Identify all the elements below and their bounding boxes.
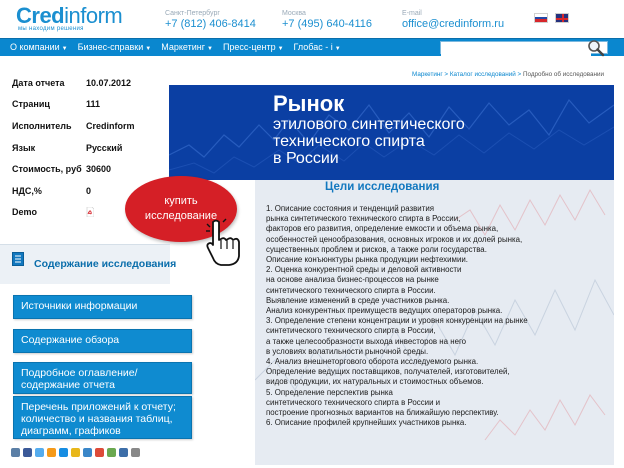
goal-line: Анализ конкурентных преимуществ ведущих операторов рынка. [266,306,503,316]
odnoklassniki-icon[interactable] [47,448,56,457]
goal-line: построение прогнозных вариантов на ближайшую перспективу. [266,408,499,418]
document-icon [12,252,24,266]
chevron-down-icon: ▼ [61,46,68,52]
goal-line: синтетического технического спирта в России и [266,397,441,407]
contact-email [402,10,504,30]
goal-line: в условиях волатильности рыночной среды. [266,346,429,356]
goals-text [266,204,611,428]
hero-subtitle-line: этилового синтетического [273,116,465,133]
yandex-icon[interactable] [71,448,80,457]
logo-text-1: Cred [16,3,65,28]
sources-button[interactable]: Источники информации [13,295,192,319]
goal-line: 2. Оценка конкурентной среды и деловой активности [266,265,462,275]
credinform-logo[interactable] [16,5,122,32]
site-header [0,0,624,38]
info-row-demo: Demo [0,202,165,224]
social-share-bar [11,448,140,457]
logo-tagline: мы находим решения [18,26,84,32]
goals-panel [255,180,614,465]
buy-label-line: исследование [144,210,218,222]
contact-city: Москва [282,10,306,17]
chevron-down-icon: ▼ [206,46,213,52]
chevron-down-icon: ▼ [145,46,152,52]
hero-banner [169,85,614,180]
contact-spb [165,10,256,30]
nav-item-company[interactable]: О компании ▼ [10,42,68,52]
buy-label-line: купить [164,195,198,207]
chevron-down-icon: ▼ [277,46,284,52]
goal-line: на основе анализа бизнес-процессов на рынке [266,275,439,285]
goal-line: 3. Определение степени концентрации и уровня конкуренции на рынке [266,316,528,326]
contact-city: E-mail [402,10,422,17]
goal-line: особенностей ценообразования, основных игроков и их долей рынка, [266,234,523,244]
goal-line: существенных проблем и рисков, а также роли государства. [266,244,487,254]
logo-text-2: inform [64,3,123,28]
goal-line: Выявление изменений в среде участников рынка. [266,295,450,305]
nav-item-marketing[interactable]: Маркетинг ▼ [161,42,213,52]
goal-line: 5. Определение перспектив рынка [266,387,393,397]
english-flag-icon[interactable] [555,13,569,23]
goals-title: Цели исследования [325,181,440,193]
search-icon[interactable] [587,39,605,57]
chevron-down-icon: ▼ [334,46,341,52]
more-share-icon[interactable] [131,448,140,457]
goal-line: 1. Описание состояния и тенденций развития [266,204,435,213]
contact-phone[interactable]: +7 (812) 406-8414 [165,18,256,30]
google-plus-icon[interactable] [95,448,104,457]
twitter-icon[interactable] [35,448,44,457]
nav-item-business[interactable]: Бизнес-справки ▼ [77,42,152,52]
toc-header[interactable] [0,244,177,284]
pdf-icon[interactable] [86,207,94,217]
goal-line: Определение ведущих поставщиков, получателей, изготовителей, [266,367,510,377]
nav-item-globas[interactable]: Глобас - i ▼ [293,42,341,52]
share-icon[interactable] [107,448,116,457]
facebook-icon[interactable] [23,448,32,457]
search-box [440,41,608,54]
info-row: НДС,% 0 [12,185,92,196]
contact-moscow [282,10,372,30]
info-row: Исполнитель Credinform [12,120,135,131]
detailed-toc-button[interactable]: Подробное оглавление/ содержание отчета [13,362,192,394]
hero-subtitle-line: технического спирта [273,133,425,150]
overview-contents-button[interactable]: Содержание обзора [13,329,192,353]
breadcrumb-link-marketing[interactable]: Маркетинг [412,71,443,78]
hero-subtitle-line: в России [273,150,339,167]
hero-title: Рынок [273,91,345,116]
breadcrumb-link-catalog[interactable]: Каталог исследований [449,71,516,78]
linkedin-icon[interactable] [119,448,128,457]
main-nav [0,38,624,56]
goal-line: синтетического технического спирта в России, [266,326,436,336]
goal-line: синтетического технического спирта в России. [266,285,436,295]
russian-flag-icon[interactable] [534,13,548,23]
goal-line: рынка синтетического технического спирта в России, [266,214,461,224]
search-input[interactable] [441,47,591,58]
info-row: Дата отчета 10.07.2012 [12,77,132,88]
goal-line: Описание конъюнктуры рынка продукции нефтехимии. [266,255,468,265]
contact-email-link[interactable]: office@credinform.ru [402,18,505,30]
mail-ru-icon[interactable] [59,448,68,457]
vk-icon[interactable] [11,448,20,457]
nav-item-press[interactable]: Пресс-центр ▼ [222,42,284,52]
contact-phone[interactable]: +7 (495) 640-4116 [282,18,373,30]
goal-line: видов продукции, их натуральных и стоимостных объемов. [266,377,484,387]
livejournal-icon[interactable] [83,448,92,457]
appendix-list-button[interactable]: Перечень приложений к отчету; количество и названия таблиц, диаграмм, графиков [13,396,192,439]
breadcrumb: Маркетинг > Каталог исследований > Подробно об исследовании [412,71,605,78]
goal-line: а также целесообразности выхода инвесторов на него [266,336,467,346]
info-row: Язык Русский [12,142,123,153]
contact-city: Санкт-Петербург [165,10,220,17]
language-switcher [534,13,569,23]
goal-line: факторов его развития, определение емкости и объема рынка, [266,224,499,234]
goal-line: 6. Описание профилей крупнейших участников рынка. [266,418,467,428]
pointing-hand-icon [205,218,245,268]
toc-title: Содержание исследования [34,258,177,270]
info-row: Стоимость, руб 30600 [12,164,112,175]
breadcrumb-current: Подробно об исследовании [522,71,605,78]
goal-line: 4. Анализ внешнеторгового оборота исследуемого рынка. [266,357,479,367]
info-row: Страниц 111 [12,99,101,110]
